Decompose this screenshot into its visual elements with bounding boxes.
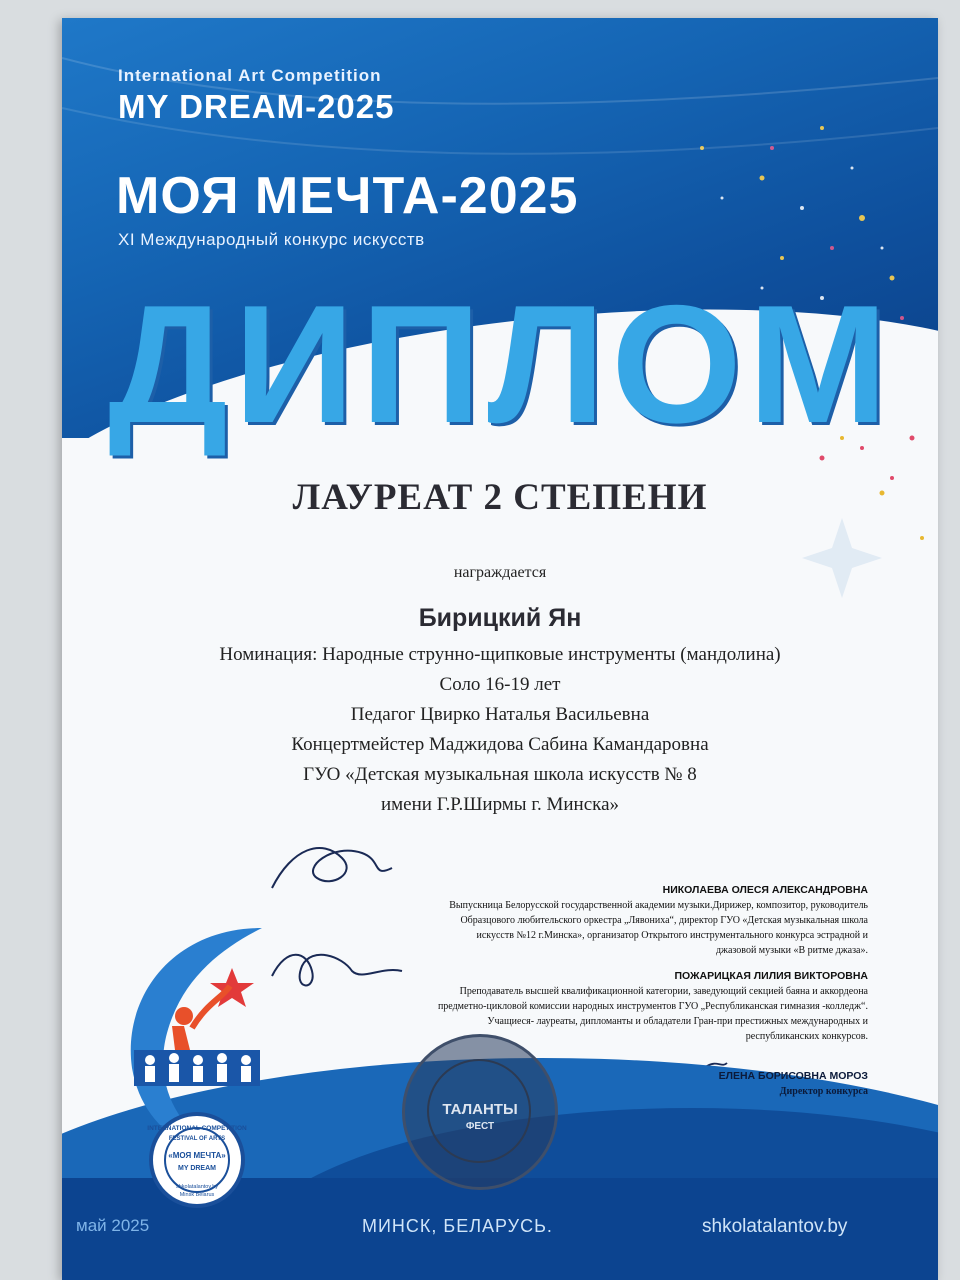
footer-website: shkolatalantov.by xyxy=(702,1216,848,1237)
signature-1 xyxy=(262,828,412,908)
jury-2-bio-line: предметно-цикловой комиссии народных инструментов ГУО „Республиканская гимназия -колледж“. xyxy=(437,1001,868,1012)
footer-city: МИНСК, БЕЛАРУСЬ. xyxy=(362,1216,553,1236)
logo-ring-top: INTERNATIONAL COMPETITION xyxy=(147,1125,247,1132)
stamp-sub: ФЕСТ xyxy=(465,1121,495,1132)
diploma-heading: ДИПЛОМ xyxy=(108,270,894,458)
detail-school-line2: имени Г.Р.Ширмы г. Минска» xyxy=(380,794,620,815)
jury-1-bio-line: джазовой музыки «В ритме джаза». xyxy=(715,945,868,956)
logo-ring-mid: FESTIVAL OF ARTS xyxy=(168,1136,226,1142)
detail-category: Соло 16-19 лет xyxy=(439,674,561,695)
detail-teacher: Педагог Цвирко Наталья Васильевна xyxy=(350,704,650,725)
stamp-label: ТАЛАНТЫ xyxy=(442,1101,518,1118)
subtitle-ru: XI Международный конкурс искусств xyxy=(118,230,425,249)
jury-1-bio-line: Выпускница Белорусской государственной академии музыки.Дирижер, композитор, руководитель xyxy=(449,900,868,911)
diploma-sheet xyxy=(62,18,938,1280)
awarded-label: награждается xyxy=(453,564,547,581)
jury-2-bio-line: Преподаватель высшей квалификационной категории, заведующий секцией баяна и аккордеона xyxy=(459,986,868,997)
logo-city: Minsk Belarus xyxy=(179,1192,215,1198)
detail-school-line1: ГУО «Детская музыкальная школа искусств № 8 xyxy=(303,764,697,785)
award-degree: ЛАУРЕАТ 2 СТЕПЕНИ xyxy=(292,477,708,518)
jury-1-bio-line: искусств №12 г.Минска», организатор Открытого инструментального конкурса эстрадной и xyxy=(476,930,868,941)
title-ru: МОЯ МЕЧТА-2025 xyxy=(116,167,579,225)
jury-1-name: НИКОЛАЕВА ОЛЕСЯ АЛЕКСАНДРОВНА xyxy=(662,884,868,896)
detail-accompanist: Концертмейстер Маджидова Сабина Камандаровна xyxy=(291,734,709,755)
jury-2-bio-line: Учащиеся- лауреаты, дипломанты и обладатели Гран-при престижных международных и xyxy=(487,1016,868,1027)
jury-2-bio-line: республиканских конкурсов. xyxy=(745,1031,868,1042)
logo-center-text: «МОЯ МЕЧТА» xyxy=(168,1151,226,1160)
recipient-name: Бирицкий Ян xyxy=(418,604,582,632)
logo-site: shkolatalantov.by xyxy=(175,1184,219,1190)
footer-date: май 2025 xyxy=(76,1216,150,1235)
competition-logo xyxy=(112,908,392,1208)
title-en: MY DREAM-2025 xyxy=(118,88,395,125)
official-stamp xyxy=(402,1034,558,1190)
jury-1-bio-line: Образцового любительского оркестра „Лявониха“, директор ГУО «Детская музыкальная школа xyxy=(460,915,868,926)
logo-bottom-text: MY DREAM xyxy=(178,1165,216,1172)
jury-3-name: ЕЛЕНА БОРИСОВНА МОРОЗ xyxy=(718,1070,868,1082)
jury-3-role-line: Директор конкурса xyxy=(779,1086,868,1097)
detail-nomination: Номинация: Народные струнно-щипковые инструменты (мандолина) xyxy=(219,644,781,665)
competition-name-en: International Art Competition xyxy=(118,66,382,85)
jury-2-name: ПОЖАРИЦКАЯ ЛИЛИЯ ВИКТОРОВНА xyxy=(674,970,868,982)
